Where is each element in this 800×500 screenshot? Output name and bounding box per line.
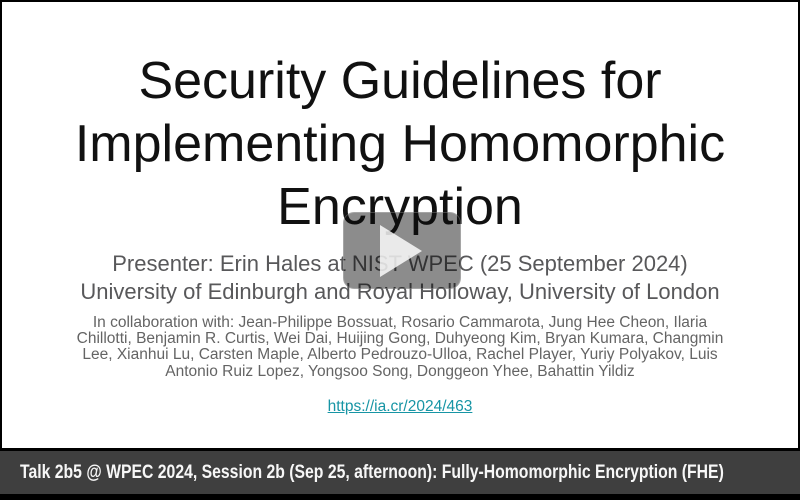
slide-title-line-3: Encryption (277, 178, 523, 236)
slide-title (2, 50, 798, 239)
collaboration-line-4: Antonio Ruiz Lopez, Yongsoo Song, Donggeon Yhee, Bahattin Yildiz (165, 362, 635, 380)
caption-text: Talk 2b5 @ WPEC 2024, Session 2b (Sep 25, afternoon): Fully-Homomorphic Encryption (FHE) (20, 461, 724, 483)
paper-link-row (2, 398, 798, 416)
collaboration-list (2, 315, 798, 380)
collaboration-line-2: Chillotti, Benjamin R. Curtis, Wei Dai, Huijing Gong, Duhyeong Kim, Bryan Kumara, Changmin (76, 330, 724, 348)
play-icon (380, 225, 422, 277)
slide-title-line-2: Implementing Homomorphic (74, 115, 726, 173)
collaboration-line-3: Lee, Xianhui Lu, Carsten Maple, Alberto Pedrouzo-Ulloa, Rachel Player, Yuriy Polyakov, Luis (82, 346, 718, 364)
slide-title-line-1: Security Guidelines for (138, 52, 662, 110)
presenter-line: Presenter: Erin Hales at NIST WPEC (25 September 2024) (112, 251, 688, 276)
paper-link[interactable]: https://ia.cr/2024/463 (327, 397, 473, 415)
caption-bar (0, 451, 800, 494)
play-button[interactable] (343, 212, 461, 289)
collaboration-line-1: In collaboration with: Jean-Philippe Bossuat, Rosario Cammarota, Jung Hee Cheon, Ilaria (92, 314, 708, 331)
affiliation-line: University of Edinburgh and Royal Holloway, University of London (80, 279, 720, 304)
